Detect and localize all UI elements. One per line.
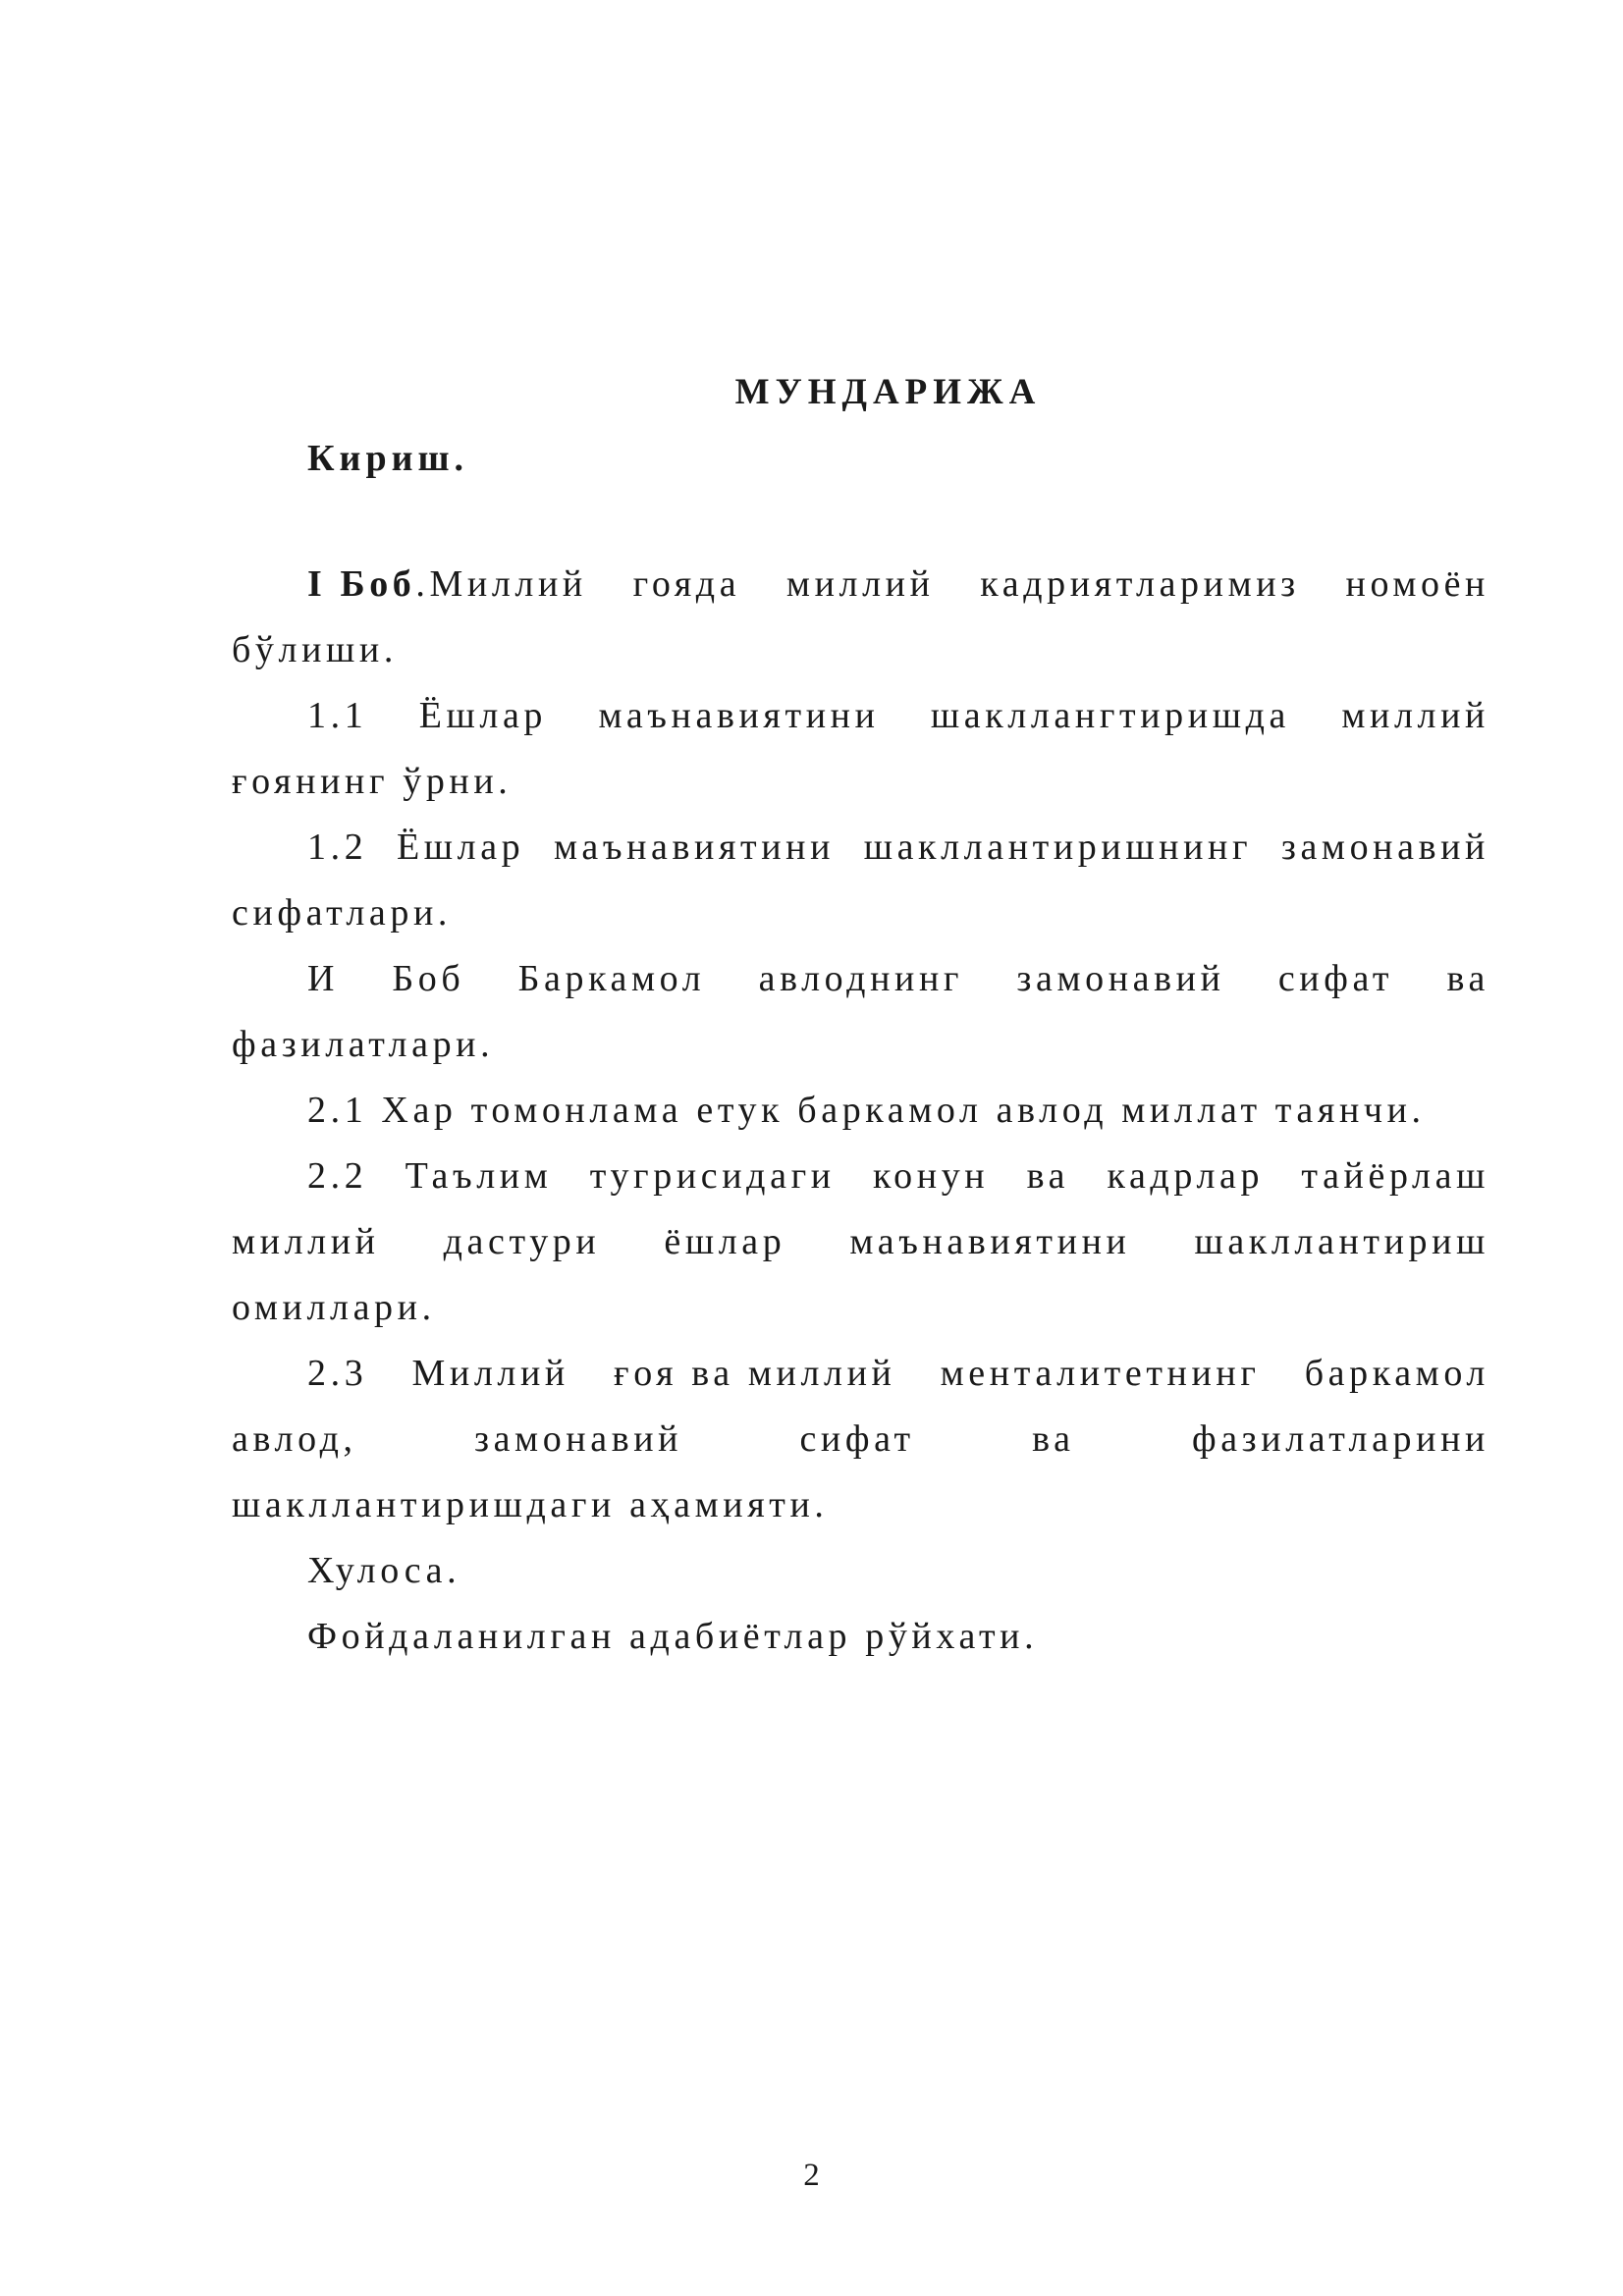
item-2-2-word: тайёрлаш [1301,1155,1489,1197]
toc-chapter-1-line-2: бўлиши. [232,629,398,670]
chapter-2-word: ва [1446,958,1489,999]
chapter-1-word: номоён [1345,563,1489,605]
chapter-1-word: гояда [632,563,741,605]
toc-chapter-2-line-1 [232,946,1489,1012]
chapter-1-label: I Боб [307,563,416,605]
chapter-2-word: замонавий [1016,958,1225,999]
item-1-2-word: 1.2 [307,827,368,868]
chapter-1-word: .Миллий [415,563,587,605]
item-1-2-word: Ёшлар [396,827,525,868]
item-2-2-word: шакллантириш [1194,1221,1489,1262]
toc-item-2-3-line-3: шакллантиришдаги аҳамияти. [232,1484,829,1525]
toc-chapter-1-first-word [307,552,587,617]
item-2-2-word: маънавиятини [849,1221,1131,1262]
toc-item-references: Фойдаланилган адабиётлар рўйхати. [307,1616,1039,1657]
page-title: МУНДАРИЖА [734,372,1042,412]
toc-item-1-2-line-2: сифатлари. [232,892,453,934]
toc-item-1-1 [232,683,1489,815]
item-1-2-word: замонавий [1280,827,1489,868]
item-1-1-word: маънавиятини [598,695,880,736]
item-1-2-word: маънавиятини [553,827,836,868]
chapter-2-word: И [307,958,340,999]
toc-item-2-3-line-2 [232,1407,1489,1472]
chapter-2-word: Баркамол [517,958,706,999]
item-2-3-word: авлод, [232,1418,357,1460]
item-2-3-word: сифат [799,1418,915,1460]
page-number: 2 [803,2158,820,2193]
item-2-3-word: менталитетнинг [940,1353,1261,1394]
toc-item-2-2-line-3: омиллари. [232,1287,436,1328]
chapter-1-word: миллий [785,563,935,605]
toc-item-2-2 [232,1144,1489,1341]
item-1-1-word: миллий [1341,695,1489,736]
item-1-1-word: 1.1 [307,695,368,736]
item-2-2-word: дастури [443,1221,601,1262]
chapter-2-word: Боб [392,958,465,999]
item-2-2-word: кадрлар [1107,1155,1265,1197]
item-2-3-word: 2.3 [307,1353,368,1394]
item-2-3-word: ва [1032,1418,1075,1460]
toc-item-2-2-line-1 [232,1144,1489,1209]
chapter-1-word: кадриятларимиз [980,563,1300,605]
item-2-2-word: Таълим [405,1155,553,1197]
toc-item-introduction: Кириш. [307,438,469,479]
item-2-2-word: миллий [232,1221,380,1262]
toc-item-chapter-1 [232,552,1489,683]
item-1-1-word: Ёшлар [418,695,548,736]
toc-item-conclusion: Хулоса. [307,1550,461,1591]
table-of-contents [232,369,1489,1670]
toc-chapter-2-line-2: фазилатлари. [232,1024,495,1065]
item-2-2-word: ёшлар [664,1221,786,1262]
item-2-3-word: баркамол [1304,1353,1489,1394]
item-2-3-word: Миллий [411,1353,569,1394]
item-1-2-word: шакллантиришнинг [863,827,1253,868]
chapter-2-word: сифат [1277,958,1394,999]
chapter-2-word: авлоднинг [758,958,964,999]
item-2-2-word: конун [873,1155,990,1197]
toc-item-chapter-2 [232,946,1489,1078]
item-2-2-word: 2.2 [307,1155,368,1197]
toc-item-2-3-line-1 [232,1341,1489,1407]
item-2-2-word: ва [1026,1155,1070,1197]
toc-item-1-2 [232,815,1489,946]
item-2-3-word: фазилатларини [1191,1418,1489,1460]
toc-item-1-1-line-1 [232,683,1489,749]
toc-item-2-2-line-2 [232,1209,1489,1275]
item-2-3-word: замонавий [473,1418,683,1460]
toc-item-1-1-line-2: ғоянинг ўрни. [232,761,513,802]
toc-item-2-3 [232,1341,1489,1538]
toc-item-2-1: 2.1 Хар томонлама етук баркамол авлод миллат таянчи. [307,1090,1426,1131]
toc-chapter-1-line-1 [232,552,1489,617]
item-2-3-word: ғоя ва миллий [614,1353,896,1394]
item-1-1-word: шакллангтиришда [930,695,1290,736]
item-2-2-word: тугрисидаги [589,1155,836,1197]
toc-item-1-2-line-1 [232,815,1489,881]
